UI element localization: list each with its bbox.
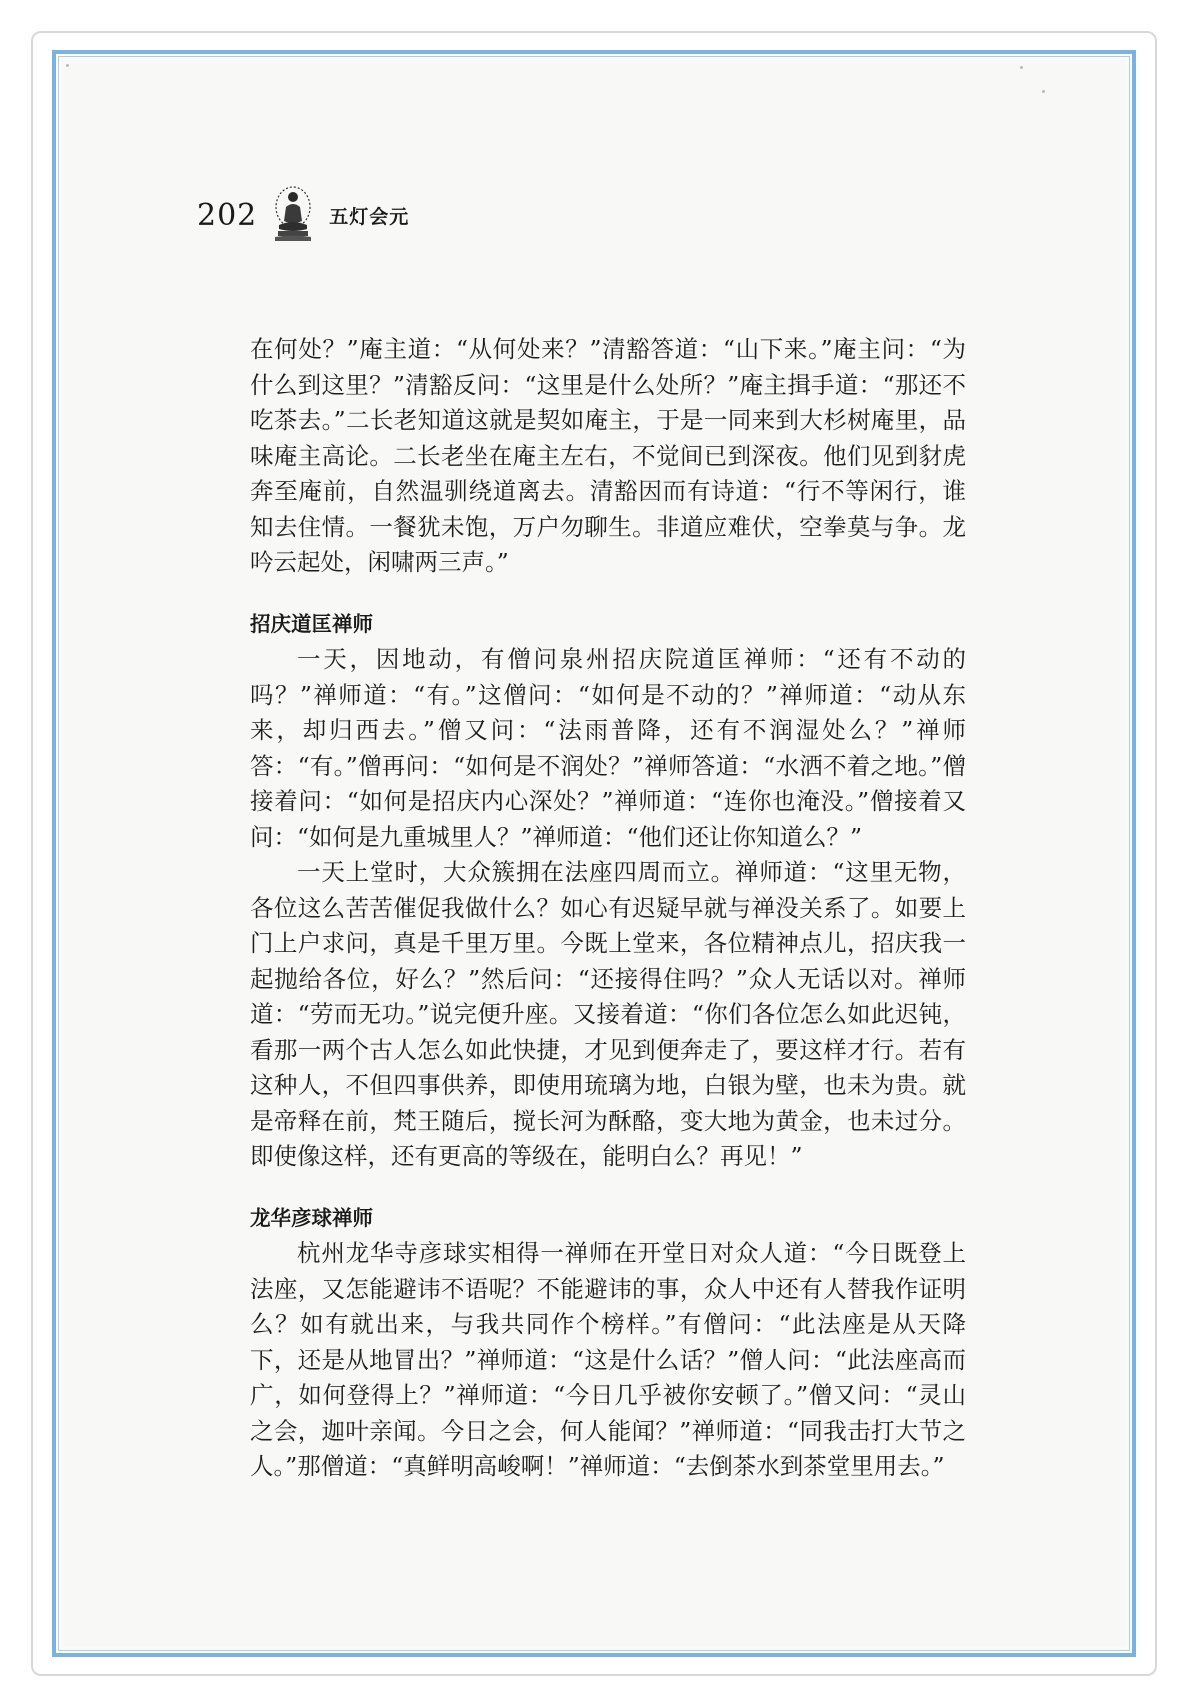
section-title-zhaoqing: 招庆道匡禅师 (250, 611, 373, 636)
section-title-longhua: 龙华彦球禅师 (250, 1205, 373, 1230)
page-header (197, 180, 409, 250)
scan-speck (1042, 90, 1045, 93)
section2-paragraph-1: 杭州龙华寺彦球实相得一禅师在开堂日对众人道：“今日既登上法座，又怎能避讳不语呢？不能避讳的事，众人中还有人替我作证明么？如有就出来，与我共同作个榜样。”有僧问：“此法座是从天降下，还是从地冒出？”禅师道：“这是什么话？”僧人问：“此法座高而广，如何登得上？”禅师道：“今日几乎被你安顿了。”僧又问：“灵山之会，迦叶亲闻。今日之会，何人能闻？”禅师道：“同我击打大节之人。”那僧道：“真鲜明高峻啊！”禅师道：“去倒茶水到茶堂里用去。” (250, 1239, 966, 1480)
scan-speck (1020, 66, 1023, 69)
scan-speck (66, 64, 69, 67)
section1-paragraph-1: 一天，因地动，有僧问泉州招庆院道匡禅师：“还有不动的吗？”禅师道：“有。”这僧问：“如何是不动的？”禅师道：“动从东来，却归西去。”僧又问：“法雨普降，还有不润湿处么？”禅师答：“有。”僧再问：“如何是不润处？”禅师答道：“水洒不着之地。”僧接着问：“如何是招庆内心深处？”禅师道：“连你也淹没。”僧接着又问：“如何是九重城里人？”禅师道：“他们还让你知道么？” (250, 645, 966, 851)
book-title: 五灯会元 (329, 205, 410, 228)
intro-paragraph: 在何处？”庵主道：“从何处来？”清豁答道：“山下来。”庵主问：“为什么到这里？”清豁反问：“这里是什么处所？”庵主揖手道：“那还不吃茶去。”二长老知道这就是契如庵主，于是一同来到大杉树庵里，品味庵主高论。二长老坐在庵主左右，不觉间已到深夜。他们见到豺虎奔至庵前，自然温驯绕道离去。清豁因而有诗道：“行不等闲行，谁知去住情。一餐犹未饱，万户勿聊生。非道应难伏，空拳莫与争。龙吟云起处，闲啸两三声。” (250, 335, 966, 576)
section1-paragraph-2: 一天上堂时，大众簇拥在法座四周而立。禅师道：“这里无物，各位这么苦苦催促我做什么？如心有迟疑早就与禅没关系了。如要上门上户求问，真是千里万里。今既上堂来，各位精神点儿，招庆我一起抛给各位，好么？”然后问：“还接得住吗？”众人无话以对。禅师道：“劳而无功。”说完便升座。又接着道：“你们各位怎么如此迟钝，看那一两个古人怎么如此快捷，才见到便奔走了，要这样才行。若有这种人，不但四事供养，即使用琉璃为地，白银为壁，也未为贵。就是帝释在前，梵王随后，搅长河为酥酪，变大地为黄金，也未过分。即使像这样，还有更高的等级在，能明白么？再见！” (250, 858, 966, 1170)
page-body (250, 332, 966, 1485)
seated-buddha-icon (269, 185, 317, 245)
page-number: 202 (197, 197, 258, 233)
